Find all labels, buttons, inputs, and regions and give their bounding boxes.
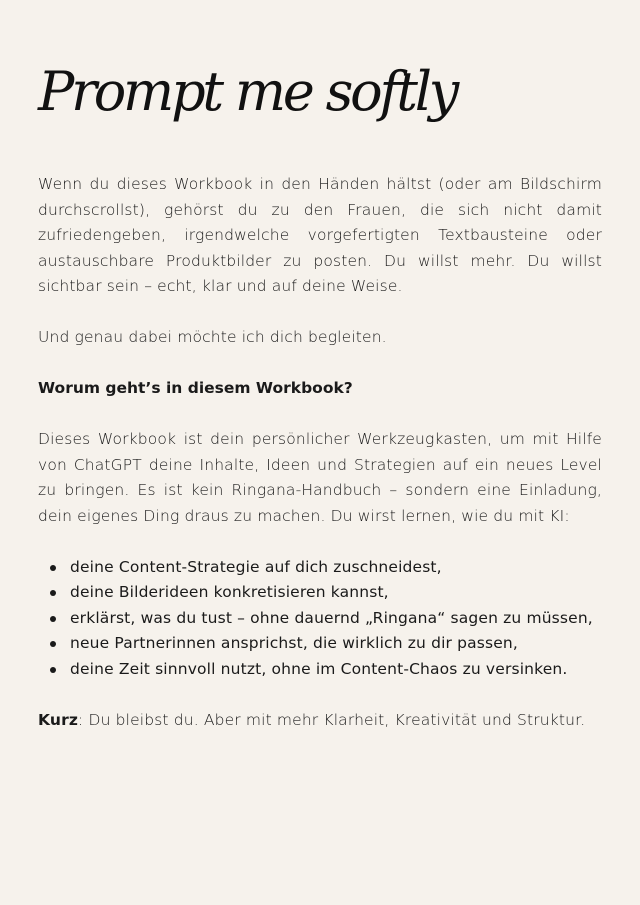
spacer	[38, 300, 602, 326]
bullet-dot-icon	[50, 667, 56, 673]
summary-label: Kurz	[38, 710, 79, 729]
bullet-dot-icon	[50, 616, 56, 622]
list-item-text: erklärst, was du tust – ohne dauernd „Ringana“ sagen zu müssen,	[70, 608, 593, 627]
bullet-dot-icon	[50, 565, 56, 571]
page-title: Prompt me softly	[38, 60, 457, 123]
list-item-text: deine Zeit sinnvoll nutzt, ohne im Content-Chaos zu versinken.	[70, 659, 568, 678]
workbook-page	[38, 56, 602, 733]
bullet-dot-icon	[50, 641, 56, 647]
intro-paragraph-2: Und genau dabei möchte ich dich begleiten.	[38, 328, 387, 346]
section-body: Dieses Workbook ist dein persönlicher Werkzeugkasten, um mit Hilfe von ChatGPT deine Inhalte, Ideen und Strategien auf ein neues Level zu bringen. Es ist kein Ringana-Handbuch – sondern eine Einladung, dein eigenes Ding draus zu machen. Du wirst lernen, wie du mit KI:	[38, 430, 602, 525]
list-item-text: neue Partnerinnen ansprichst, die wirklich zu dir passen,	[70, 634, 518, 652]
bullet-list	[38, 555, 602, 683]
section-heading: Worum geht’s in diesem Workbook?	[38, 379, 353, 397]
list-item	[38, 555, 602, 581]
spacer	[38, 402, 602, 428]
list-item	[38, 606, 602, 632]
list-item-text: deine Content-Strategie auf dich zuschneidest,	[70, 557, 442, 576]
intro-paragraph: Wenn du dieses Workbook in den Händen hältst (oder am Bildschirm durchscrollst), gehörst du zu den Frauen, die sich nicht damit zufriedengeben, irgendwelche vorgefertigten Textbausteine oder austauschbare Produktbilder zu posten. Du willst mehr. Du willst sichtbar sein – echt, klar und auf deine Weise.	[38, 175, 602, 295]
list-item	[38, 580, 602, 606]
spacer	[38, 351, 602, 377]
bullet-dot-icon	[50, 590, 56, 596]
summary-text: : Du bleibst du. Aber mit mehr Klarheit, Kreativität und Struktur.	[78, 710, 586, 729]
spacer	[38, 682, 602, 708]
spacer	[38, 529, 602, 555]
list-item	[38, 631, 602, 657]
summary-paragraph	[38, 708, 602, 734]
list-item-text: deine Bilderideen konkretisieren kannst,	[70, 583, 389, 601]
list-item	[38, 657, 602, 683]
